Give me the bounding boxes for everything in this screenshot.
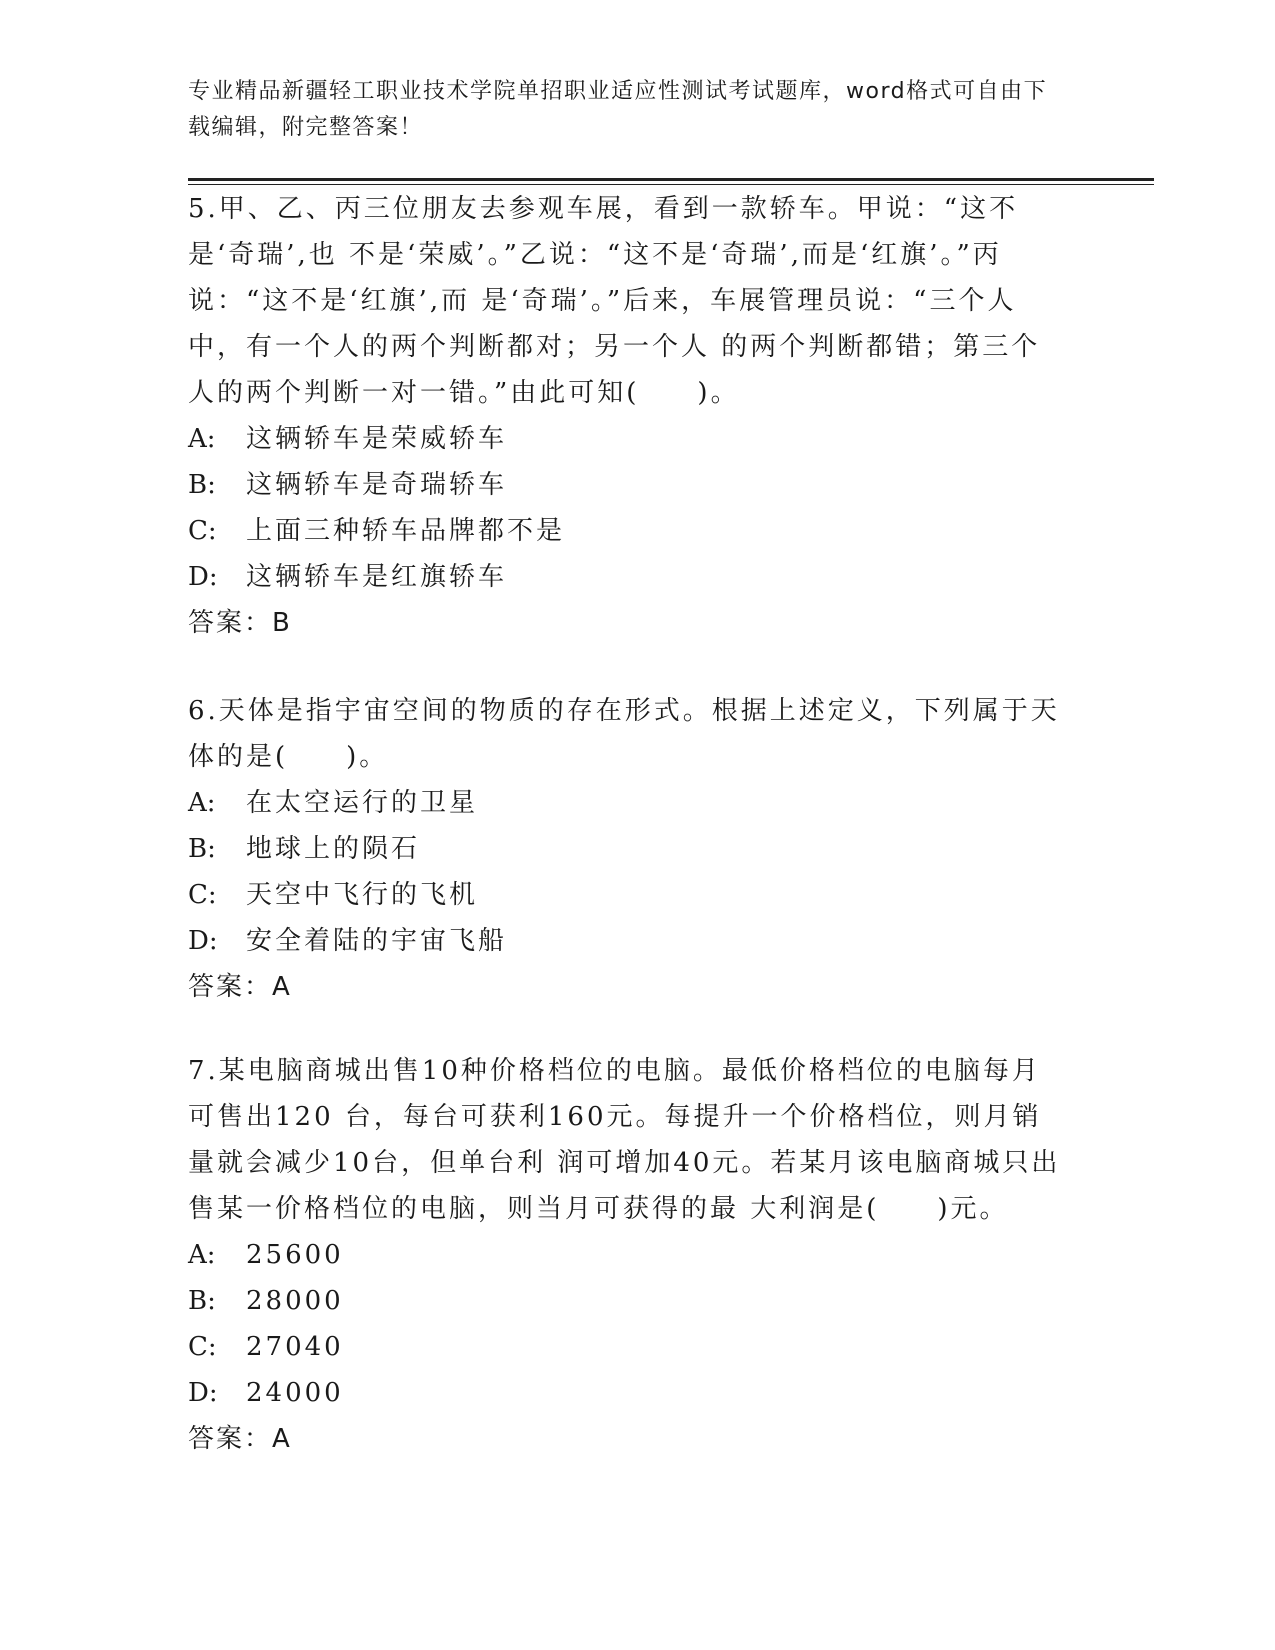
option-a [188, 416, 1068, 462]
option-d [188, 554, 1068, 600]
header-rule-thick [188, 178, 1154, 181]
option-text: 25600 [246, 1240, 344, 1270]
option-b [188, 1278, 1068, 1324]
question-6 [188, 688, 1068, 1010]
option-c [188, 872, 1068, 918]
option-c [188, 1324, 1068, 1370]
option-b [188, 826, 1068, 872]
option-letter: D: [188, 562, 218, 592]
option-d [188, 918, 1068, 964]
option-letter: B: [188, 470, 216, 500]
option-letter: B: [188, 1286, 216, 1316]
answer-line: 答案：A [188, 1424, 292, 1454]
option-b [188, 462, 1068, 508]
option-text: 这辆轿车是奇瑞轿车 [246, 470, 508, 500]
option-letter: D: [188, 926, 218, 956]
answer-line: 答案：B [188, 608, 292, 638]
option-text: 天空中飞行的飞机 [246, 880, 479, 910]
option-a [188, 1232, 1068, 1278]
question-stem: 6.天体是指宇宙空间的物质的存在形式。根据上述定义，下列属于天体的是( )。 [188, 696, 1060, 772]
option-d [188, 1370, 1068, 1416]
header-rule-thin [188, 184, 1154, 185]
option-c [188, 508, 1068, 554]
document-header: 专业精品新疆轻工职业技术学院单招职业适应性测试考试题库，word格式可自由下载编辑，附完整答案！ [188, 79, 1048, 140]
answer-line: 答案：A [188, 972, 292, 1002]
option-text: 这辆轿车是红旗轿车 [246, 562, 508, 592]
option-text: 28000 [246, 1286, 344, 1316]
question-stem: 7.某电脑商城出售10种价格档位的电脑。最低价格档位的电脑每月可售出120 台，每台可获利160元。每提升一个价格档位，则月销量就会减少10台，但单台利 润可增加40元。若某月该电脑商城只出售某一价格档位的电脑，则当月可获得的最 大利润是( )元。 [188, 1056, 1061, 1224]
option-text: 27040 [246, 1332, 344, 1362]
option-letter: C: [188, 516, 217, 546]
option-text: 这辆轿车是荣威轿车 [246, 424, 508, 454]
option-letter: C: [188, 1332, 217, 1362]
option-text: 地球上的陨石 [246, 834, 421, 864]
option-letter: C: [188, 880, 217, 910]
option-text: 在太空运行的卫星 [246, 788, 479, 818]
option-text: 24000 [246, 1378, 344, 1408]
option-a [188, 780, 1068, 826]
option-letter: A: [188, 1240, 216, 1270]
question-5 [188, 186, 1068, 646]
question-7 [188, 1048, 1068, 1462]
question-stem: 5.甲、乙、丙三位朋友去参观车展，看到一款轿车。甲说：“这不是‘奇瑞’,也 不是‘荣威’。”乙说：“这不是‘奇瑞’,而是‘红旗’。”丙说：“这不是‘红旗’,而 是‘奇瑞’。”后来，车展管理员说：“三个人中，有一个人的两个判断都对；另一个人 的两个判断都错；第三个人的两个判断一对一错。”由此可知( )。 [188, 194, 1041, 408]
option-letter: A: [188, 424, 216, 454]
option-text: 安全着陆的宇宙飞船 [246, 926, 508, 956]
option-text: 上面三种轿车品牌都不是 [246, 516, 566, 546]
option-letter: A: [188, 788, 216, 818]
option-letter: D: [188, 1378, 218, 1408]
option-letter: B: [188, 834, 216, 864]
